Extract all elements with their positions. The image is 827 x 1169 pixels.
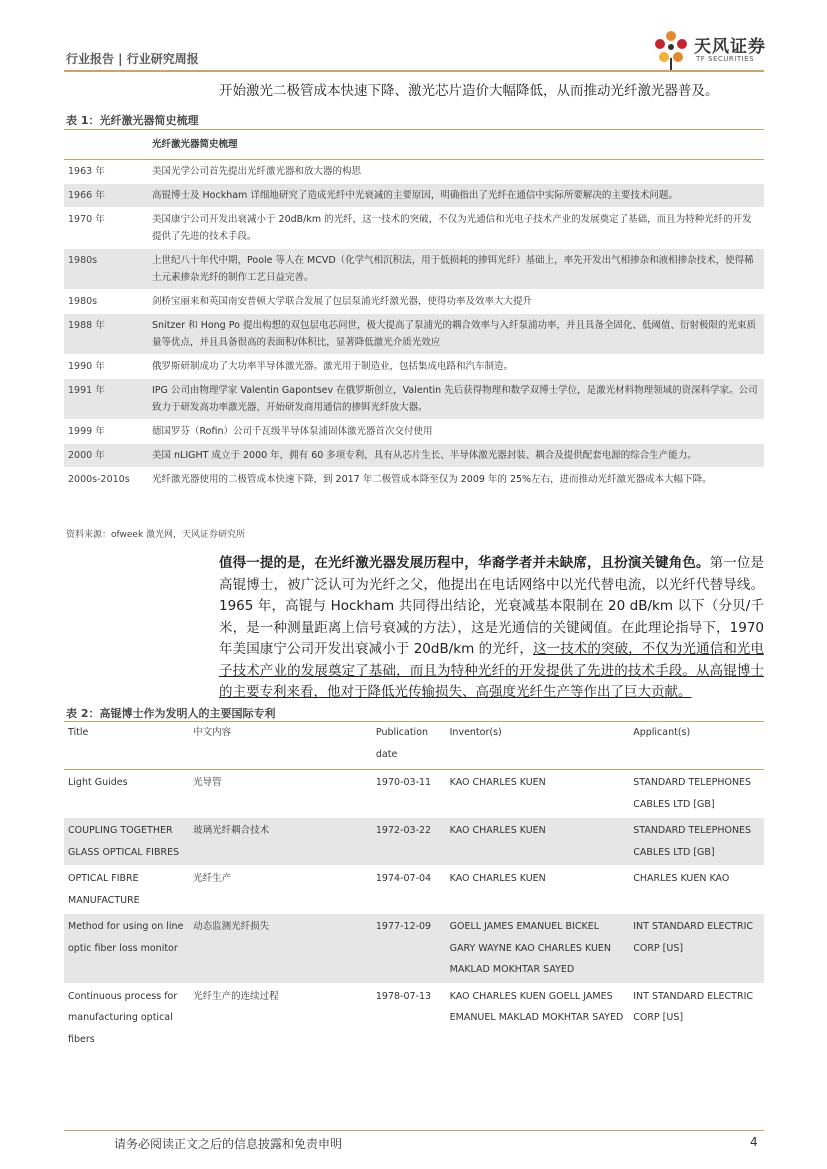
history-year: 1970 年 [64,208,148,249]
history-event: 美国 nLIGHT 成立于 2000 年，拥有 60 多项专利，具有从芯片生长、半导体激光器封装、耦合及提供配套电源的综合生产能力。 [148,444,764,468]
patent-title: Light Guides [64,770,189,818]
history-year: 1990 年 [64,355,148,379]
table-row [64,444,764,468]
history-event: 光纤激光器使用的二极管成本快速下降，到 2017 年二极管成本降至仅为 2009 年的 25%左右，进而推动光纤激光器成本大幅下降。 [148,468,764,492]
history-year: 1963 年 [64,160,148,184]
col-applicant-header: Applicant(s) [629,720,764,770]
table1-header: 光纤激光器简史梳理 [148,130,764,160]
table-row [64,866,764,914]
footer-rule [64,1130,764,1131]
patent-inventor: KAO CHARLES KUEN [446,866,630,914]
history-year: 1991 年 [64,379,148,420]
patent-cn: 光纤生产的连续过程 [189,983,372,1053]
header-section-label: 行业报告 | 行业研究周报 [66,52,199,66]
patent-applicant: STANDARD TELEPHONES CABLES LTD [GB] [629,770,764,818]
history-year: 2000 年 [64,444,148,468]
patent-inventor: GOELL JAMES EMANUEL BICKEL GARY WAYNE KAO CHARLES KUEN MAKLAD MOKHTAR SAYED [446,914,630,984]
history-event: 剑桥宝丽来和英国南安普顿大学联合发展了包层泵浦光纤激光器，使得功率及效率大大提升 [148,290,764,314]
laser-history-table [64,130,764,492]
kao-paragraph [219,553,764,704]
logo-text-cn: 天风证券 [694,37,766,57]
patent-inventor: KAO CHARLES KUEN [446,770,630,818]
table-row [64,914,764,984]
table-row [64,468,764,492]
history-event: 高锟博士及 Hockham 详细地研究了造成光纤中光衰减的主要原因，明确指出了光纤在通信中实际所要解决的主要技术问题。 [148,184,764,208]
history-year: 2000s-2010s [64,468,148,492]
history-year: 1999 年 [64,420,148,444]
history-year: 1980s [64,290,148,314]
logo-text-en: TF SECURITIES [696,55,755,63]
col-cn-header: 中文内容 [189,720,372,770]
patent-title: OPTICAL FIBRE MANUFACTURE [64,866,189,914]
page-number: 4 [750,1135,758,1149]
table-row [64,184,764,208]
history-year: 1980s [64,249,148,290]
history-event: IPG 公司由物理学家 Valentin Gapontsev 在俄罗斯创立，Valentin 先后获得物理和数学双博士学位，是激光材料物理领域的资深科学家。公司致力于研发高功率激光器，开始研发商用通信的掺铒光纤放大器。 [148,379,764,420]
table2-title: 表 2：高锟博士作为发明人的主要国际专利 [66,707,276,720]
patent-cn: 光导管 [189,770,372,818]
patent-inventor: KAO CHARLES KUEN GOELL JAMES EMANUEL MAKLAD MOKHTAR SAYED [446,983,630,1053]
para-underlined: 这一技术的突破，不仅为光通信和光电子技术产业的发展奠定了基础，而且为特种光纤的开发提供了先进的技术手段。从高锟博士的主要专利来看，他对于降低光传输损失、高强度光纤生产等作出了巨大贡献。 [219,641,765,700]
table2-header-row [64,720,764,770]
history-year: 1988 年 [64,314,148,355]
patent-title: Method for using on line optic fiber loss monitor [64,914,189,984]
table-row [64,160,764,184]
table-row [64,818,764,866]
patent-date: 1977-12-09 [372,914,446,984]
patent-cn: 光纤生产 [189,866,372,914]
table1-title: 表 1：光纤激光器简史梳理 [66,114,199,127]
history-event: 俄罗斯研制成功了大功率半导体激光器。激光用于制造业，包括集成电路和汽车制造。 [148,355,764,379]
history-event: 上世纪八十年代中期，Poole 等人在 MCVD（化学气相沉积法，用于低损耗的掺铒光纤）基础上，率先开发出气相掺杂和液相掺杂技术，使得稀土元素掺杂光纤的制作工艺日益完善。 [148,249,764,290]
patent-applicant: STANDARD TELEPHONES CABLES LTD [GB] [629,818,764,866]
patent-date: 1978-07-13 [372,983,446,1053]
patent-inventor: KAO CHARLES KUEN [446,818,630,866]
patent-applicant: CHARLES KUEN KAO [629,866,764,914]
patent-applicant: INT STANDARD ELECTRIC CORP [US] [629,983,764,1053]
table1-source: 资料来源：ofweek 激光网，天风证券研究所 [66,530,246,540]
table-row [64,249,764,290]
logo-flower-icon [650,28,692,72]
patent-title: Continuous process for manufacturing optical fibers [64,983,189,1053]
history-event: 德国罗芬（Rofin）公司千瓦级半导体泵浦固体激光器首次交付使用 [148,420,764,444]
col-title-header: Title [64,720,189,770]
disclaimer-footer: 请务必阅读正文之后的信息披露和免责申明 [114,1137,343,1151]
history-year: 1966 年 [64,184,148,208]
table1-header-row [64,130,764,160]
tf-securities-logo [650,28,770,72]
table-row [64,770,764,818]
patent-cn: 玻璃光纤耦合技术 [189,818,372,866]
table-row [64,420,764,444]
table-row [64,983,764,1053]
table-row [64,314,764,355]
patent-title: COUPLING TOGETHER GLASS OPTICAL FIBRES [64,818,189,866]
col-inventor-header: Inventor(s) [446,720,630,770]
para-body: 第一位是高锟博士，被广泛认可为光纤之父，他提出在电话网络中以光代替电流，以光纤代替导线。1965 年，高锟与 Hockham 共同得出结论，光衰减基本限制在 20 dB/km 以下（分贝/千米，是一种测量距离上信号衰减的方法），这是光通信的关键阈值。在此理论指导下，1970 年美国康宁公司开发出衰减小于 20dB/km 的光纤， [219,555,765,657]
table-row [64,355,764,379]
patent-applicant: INT STANDARD ELECTRIC CORP [US] [629,914,764,984]
patent-date: 1974-07-04 [372,866,446,914]
history-event: Snitzer 和 Hong Po 提出构想的双包层电芯问世，极大提高了泵浦光的耦合效率与入纤泵浦功率，并且具备全固化、低阈值、衍射极限的光束质量等优点，并且具备很高的表面积/体积比，显著降低激光介质光效应 [148,314,764,355]
table-row [64,379,764,420]
history-event: 美国康宁公司开发出衰减小于 20dB/km 的光纤，这一技术的突破，不仅为光通信和光电子技术产业的发展奠定了基础，而且为特种光纤的开发提供了先进的技术手段。 [148,208,764,249]
table-row [64,208,764,249]
history-event: 美国光学公司首先提出光纤激光器和放大器的构思 [148,160,764,184]
patent-date: 1972-03-22 [372,818,446,866]
col-date-header: Publication date [372,720,446,770]
patent-date: 1970-03-11 [372,770,446,818]
intro-line: 开始激光二极管成本快速下降、激光芯片造价大幅降低，从而推动光纤激光器普及。 [219,83,719,99]
table-row [64,290,764,314]
patent-cn: 动态监测光纤损失 [189,914,372,984]
para-lead-bold: 值得一提的是，在光纤激光器发展历程中，华裔学者并未缺席，且扮演关键角色。 [219,555,710,571]
kao-patents-table [64,720,764,1053]
